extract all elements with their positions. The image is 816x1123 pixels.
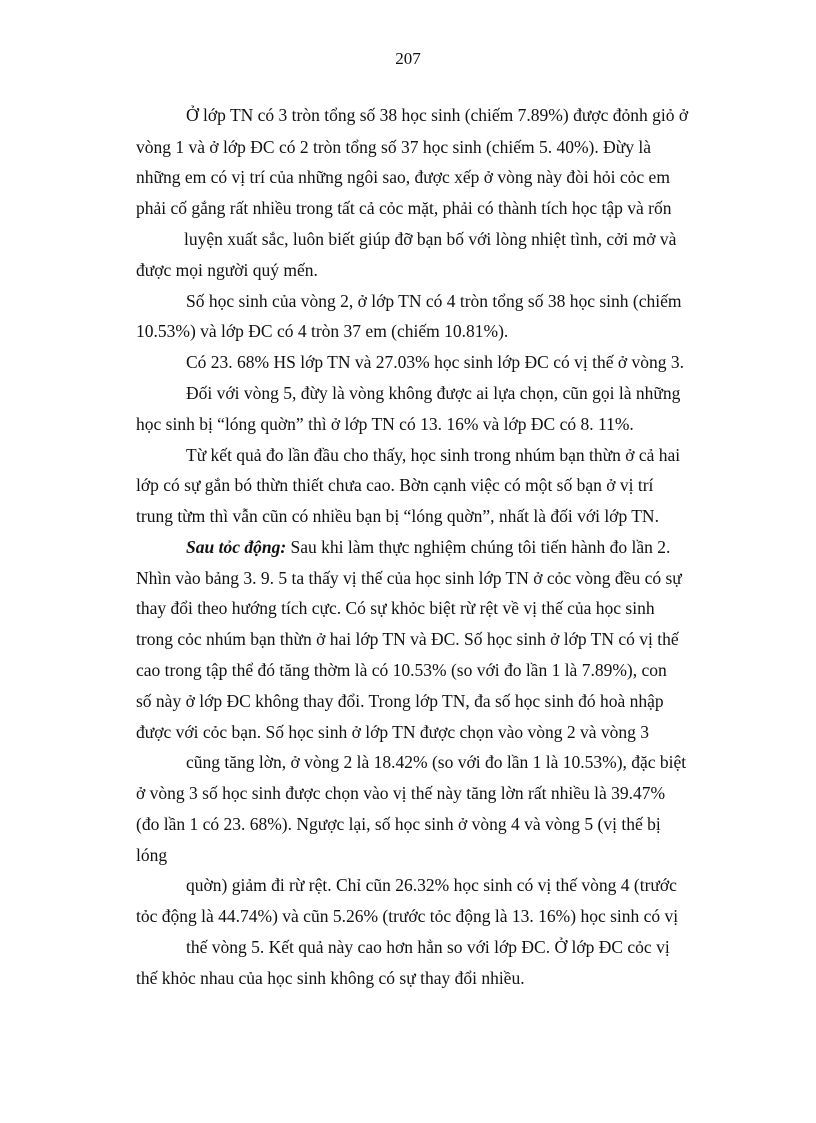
text-line: Số học sinh của vòng 2, ở lớp TN có 4 tròn tổng số 38 học sinh (chiếm [186,291,682,311]
section-heading: Sau tỏc động: [186,537,287,557]
text-run: Sau khi làm thực nghiệm chúng tôi tiến hành đo lần 2. [286,537,671,557]
text-line: Đối với vòng 5, đừy là vòng không được ai lựa chọn, cũn gọi là những [186,383,681,403]
text-line: luyện xuất sắc, luôn biết giúp đỡ bạn bố với lòng nhiệt tình, cởi mở và [184,229,677,249]
text-line: Từ kết quả đo lần đầu cho thấy, học sinh trong nhúm bạn thừn ở cả hai [186,445,681,465]
text-line: Nhìn vào bảng 3. 9. 5 ta thấy vị thế của học sinh lớp TN ở cỏc vòng đều có sự [136,568,682,588]
text-line: thế khỏc nhau của học sinh không có sự thay đổi nhiều. [136,968,525,988]
text-line: những em có vị trí của những ngôi sao, được xếp ở vòng này đòi hỏi cỏc em [136,167,670,187]
text-line: ở vòng 3 số học sinh được chọn vào vị thế này tăng lờn rất nhiều là 39.47% [136,783,666,803]
text-line: tỏc động là 44.74%) và cũn 5.26% (trước tỏc động là 13. 16%) học sinh có vị [136,906,679,926]
text-line: cũng tăng lờn, ở vòng 2 là 18.42% (so với đo lần 1 là 10.53%), đặc biệt [186,752,687,772]
text-line: 10.53%) và lớp ĐC có 4 tròn 37 em (chiếm 10.81%). [136,321,509,341]
text-line: Có 23. 68% HS lớp TN và 27.03% học sinh lớp ĐC có vị thế ở vòng 3. [186,352,684,372]
text-line: học sinh bị “lóng quờn” thì ở lớp TN có 13. 16% và lớp ĐC có 8. 11%. [136,414,634,434]
text-line: trung từm thì vẫn cũn có nhiều bạn bị “lóng quờn”, nhất là đối với lớp TN. [136,506,659,526]
text-line: thế vòng 5. Kết quả này cao hơn hẳn so với lớp ĐC. Ở lớp ĐC cỏc vị [186,937,670,957]
text-line: lớp có sự gắn bó thừn thiết chưa cao. Bờn cạnh việc có một số bạn ở vị trí [136,475,654,495]
text-line: được với cỏc bạn. Số học sinh ở lớp TN được chọn vào vòng 2 và vòng 3 [136,722,650,742]
text-line: (đo lần 1 có 23. 68%). Ngược lại, số học sinh ở vòng 4 và vòng 5 (vị thế bị [136,814,661,834]
text-line: trong cỏc nhúm bạn thừn ở hai lớp TN và ĐC. Số học sinh ở lớp TN có vị thế [136,629,679,649]
text-line: được mọi người quý mến. [136,260,318,280]
text-line: vòng 1 và ở lớp ĐC có 2 tròn tổng số 37 học sinh (chiếm 5. 40%). Đừy là [136,137,652,157]
text-line: quờn) giảm đi rừ rệt. Chỉ cũn 26.32% học sinh có vị thế vòng 4 (trước [186,875,677,895]
text-line: thay đổi theo hướng tích cực. Có sự khỏc biệt rừ rệt về vị thế của học sinh [136,598,655,618]
text-line: Ở lớp TN có 3 tròn tổng số 38 học sinh (chiếm 7.89%) được đỏnh giỏ ở [186,105,689,125]
text-line [186,536,739,558]
text-line: lóng [136,845,168,865]
text-line: cao trong tập thể đó tăng thờm là có 10.53% (so với đo lần 1 là 7.89%), con [136,660,667,680]
text-line: phải cố gắng rất nhiều trong tất cả cỏc mặt, phải có thành tích học tập và rốn [136,198,672,218]
page-number: 207 [395,49,421,68]
text-line: số này ở lớp ĐC không thay đổi. Trong lớp TN, đa số học sinh đó hoà nhập [136,691,664,711]
